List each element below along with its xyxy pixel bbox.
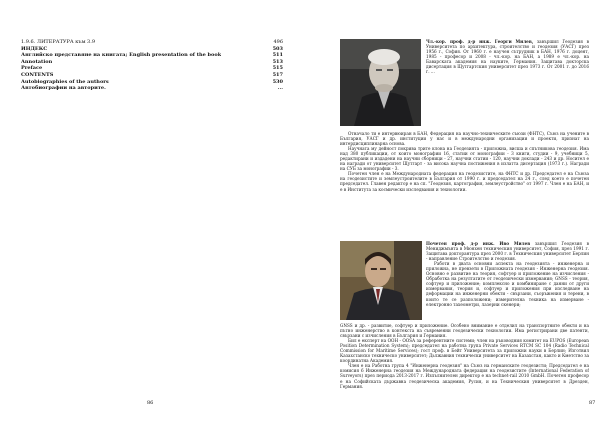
bio2-paragraph: Бил е експерт на ООН - ООSА за референтните системи; член на ръководния комитет на EUPOS (European Position Determination System); председател на работна група Private Services RTCM SC 104 (Radio Technical Commission for Maritime Services); гост проф. в Бейт Университета за приложни науки в Берлин; Изготвил Казахстанско техническо университет; Дьлжавния технически университет на Казахстан, както и Кметство за координатна Академия.: [340, 338, 589, 364]
bio1-paragraph: Почетен член е на Международната федерация на геодезистите, на ФНТС и др. Председател е на Съюза на геодезистите и землеустроителите в България от 1990 г. и председател на 24 г., след което е почетен председател. Главен редактор е на сп. "Геодезия, картография, землеустройство" от 1997 г. Член е на БАН, и е в Института за космически изследвания и технологии.: [340, 171, 589, 192]
toc-row: [21, 46, 283, 53]
bio1-intro: завършил Геодезия в Университета по архитектура, строителство и геодезия (УАСГ) през 1956 г., София. От 1960 г. е научен сътрудник в БАН, 1976 г. доцент, 1985 - професор и 2008 - чл.-кор. на БАН, а 1989 е чл.-кор. на Баварската академия на науките, Германия. Защитава докторска дисертация в Щутгартския университет през 1973 г. От 2001 г. до 2016 г. ...: [426, 39, 589, 75]
toc-page-number: 517: [272, 71, 283, 78]
toc-row: [21, 72, 283, 79]
toc-page-number: 515: [272, 65, 283, 72]
toc-label: CONTENTS: [21, 71, 54, 78]
toc-row: [21, 52, 283, 59]
toc-label: Annotation: [21, 58, 53, 65]
bio1-side-text: [426, 39, 589, 131]
bio2-side-text: [426, 241, 589, 323]
toc-label: ИНДЕКС: [21, 45, 48, 52]
bio2-name: Почетен проф. д-р инж. Иво Милев: [426, 241, 531, 246]
page-number-left: 86: [147, 400, 154, 406]
toc-page-number: 530: [272, 78, 283, 85]
bio1-paragraph: Научната му дейност покрива трите клона на Геодезията - приложна, висша и спътникова геодезия. Има над 380 публикации, от които монографии 16, статии от монографии - 3 книги, студии - 9, учебници 5, редактирани и издадени на научни сборници - 27, научни статии - 120, научни доклади - 243 и др. Носител е на награди от университет Щутгарт - за висока научна постижения в излатта дисертация (1973 г.). Награди на СУБ за монографии - 3.: [340, 146, 589, 172]
portrait-image: [340, 241, 422, 320]
toc-row: [21, 39, 283, 46]
bio1-name: Чл.-кор. проф. д-р инж. Георги Милев,: [426, 39, 534, 44]
page-number-right: 87: [589, 400, 596, 406]
toc-label: 1.9.6. ЛИТЕРАТУРА към 3.9: [21, 39, 95, 45]
bio2-intro: завършил Геодезия в Мениджмънта в Мюнхен техническия университет, София, през 1991 г. Защитава докторантура през 2000 г. в Техническия университет Берлин - направление Строителство и геодезия.: [426, 241, 589, 262]
author-photo-georgi-milev: [340, 39, 421, 126]
toc-page-number: 503: [272, 45, 283, 52]
toc-row: [21, 59, 283, 66]
portrait-image: [340, 39, 421, 126]
toc-page-number: ...: [277, 85, 283, 92]
bio2-main-text: [340, 323, 589, 395]
author-photo-ivo-milev: [340, 241, 422, 320]
toc-row: [21, 85, 283, 92]
toc-label: Autobiographies of the authors: [21, 78, 109, 85]
bio2-paragraph: Работи в двата основни аспекта на геодезията - инженерна и приложна, не превзети в Приложната геодезия - Инженерна геодезия. Основно е развитие на теория, софтуер и приложение на изчисления - Обработка на резултатите от геодезически измервания; GNSS - теория, софтуер и приложение; комплексно и комбиниране с данни от други измервания, теория и, софтуер и приложения при изследване на деформации на инженерни обекти - свързани, съоръжения и терени, в които те се разположени; измерителна техника на измерване - електронно тахеометри, лазерни скенери;: [426, 261, 589, 307]
toc-page-number: 496: [273, 39, 283, 45]
toc-row: [21, 65, 283, 72]
toc-row: [21, 79, 283, 86]
toc-label: Preface: [21, 65, 43, 72]
table-of-contents: [21, 39, 283, 92]
bio2-paragraph: Член е на Работна група 4 "Инженерна геодезия" на Съюз на германските геодезисти; Председател е на комисия 6 Инженерна геодезия на Международната федерация на геодезистите (International Federation of Surveyors) през периода 2013-2017 г. Изпълнителен директор е на technet-rail 2010 GmbH. Почетен професор е на Софийската държавна геодезическа академия, Русия, и на Техническия университет в Дрезден, Германия.: [340, 363, 589, 389]
toc-page-number: 511: [272, 52, 283, 59]
toc-label: Автобиографии на авторите.: [21, 85, 106, 92]
toc-label: Английско представяне на книгата; English presentation of the book: [21, 52, 222, 59]
bio1-paragraph: Отначало ти е интервюиран в БАН, Федерация на научно-техническите съюзи (ФНТС), Съюз на учените в България, УАСГ и др. институции у нас и в международни организации и проекти, признат на интердисциплинарна основа.: [340, 131, 589, 147]
bio2-paragraph: GNSS и др. - развитие, софтуер и приложение. Особено внимание е отделил на транспортните обекти и на пътно инженерство в контекста на съвременни геодезически технологии. Има регистрирани две патенти, свързани с изчисления в България и Германия.: [340, 323, 589, 339]
bio1-main-text: [340, 131, 589, 231]
right-page: [300, 0, 600, 424]
toc-page-number: 513: [272, 58, 283, 65]
